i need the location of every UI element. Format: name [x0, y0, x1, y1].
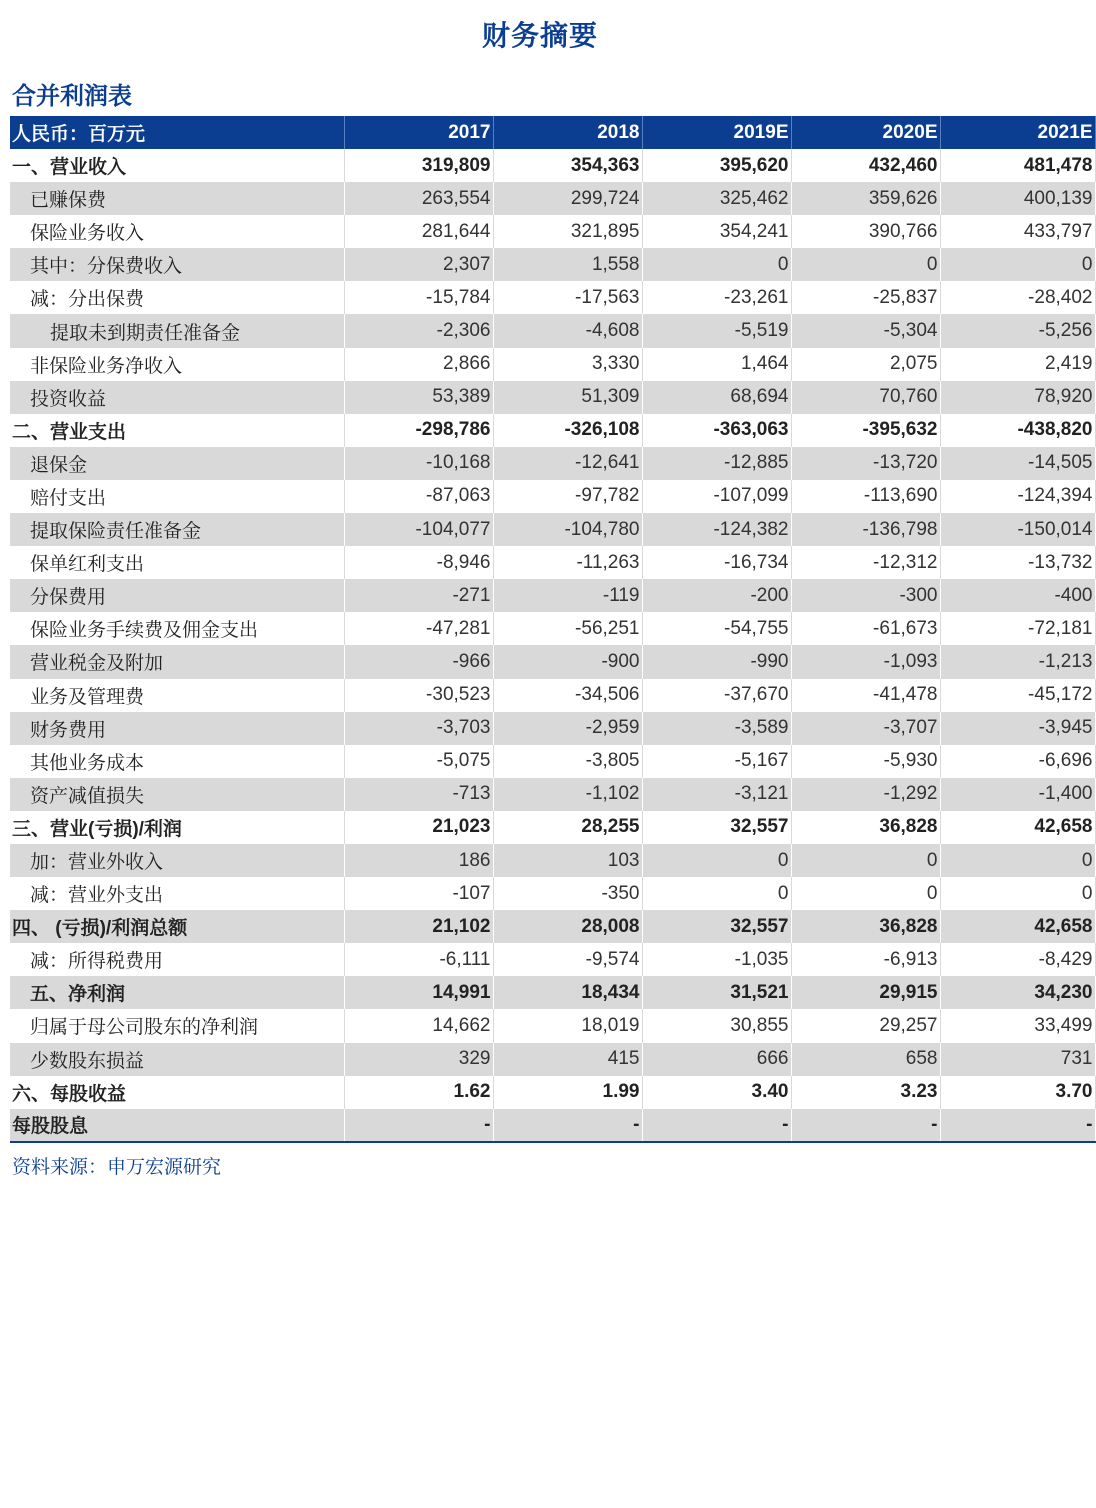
row-value: -3,703: [344, 712, 493, 745]
row-value: -300: [791, 579, 940, 612]
row-label: 四、 (亏损)/利润总额: [10, 910, 344, 943]
row-label: 提取保险责任准备金: [10, 513, 344, 546]
row-label: 业务及管理费: [10, 679, 344, 712]
row-value: 14,991: [344, 976, 493, 1009]
row-value: 481,478: [940, 149, 1095, 182]
table-row: [10, 414, 1095, 447]
row-label: 减：营业外支出: [10, 877, 344, 910]
table-row: [10, 480, 1095, 513]
row-value: -54,755: [642, 612, 791, 645]
row-value: -966: [344, 645, 493, 678]
row-value: 30,855: [642, 1009, 791, 1042]
table-row: [10, 149, 1095, 182]
row-label: 财务费用: [10, 712, 344, 745]
row-label: 其中：分保费收入: [10, 248, 344, 281]
row-label: 分保费用: [10, 579, 344, 612]
table-row: [10, 1076, 1095, 1109]
row-value: -150,014: [940, 513, 1095, 546]
row-value: -713: [344, 778, 493, 811]
row-value: 33,499: [940, 1009, 1095, 1042]
row-value: 390,766: [791, 215, 940, 248]
row-value: -3,589: [642, 712, 791, 745]
table-row: [10, 314, 1095, 347]
row-value: -14,505: [940, 447, 1095, 480]
table-row: [10, 612, 1095, 645]
table-row: [10, 1109, 1095, 1142]
row-value: -3,707: [791, 712, 940, 745]
row-label: 保险业务收入: [10, 215, 344, 248]
row-label: 退保金: [10, 447, 344, 480]
table-row: [10, 215, 1095, 248]
row-value: 21,102: [344, 910, 493, 943]
row-value: -1,292: [791, 778, 940, 811]
row-value: 3.40: [642, 1076, 791, 1109]
row-value: -400: [940, 579, 1095, 612]
column-header-2020e: 2020E: [791, 116, 940, 149]
row-value: -11,263: [493, 546, 642, 579]
row-value: 34,230: [940, 976, 1095, 1009]
row-value: 21,023: [344, 811, 493, 844]
income-statement-table-wrap: [10, 116, 1093, 1143]
row-value: -: [344, 1109, 493, 1142]
row-label: 减：分出保费: [10, 281, 344, 314]
row-value: 32,557: [642, 811, 791, 844]
row-value: 32,557: [642, 910, 791, 943]
row-value: 329: [344, 1043, 493, 1076]
row-value: 31,521: [642, 976, 791, 1009]
row-value: -1,102: [493, 778, 642, 811]
row-value: 103: [493, 844, 642, 877]
table-row: [10, 943, 1095, 976]
row-value: -990: [642, 645, 791, 678]
row-value: -3,945: [940, 712, 1095, 745]
row-value: 2,075: [791, 348, 940, 381]
row-label: 资产减值损失: [10, 778, 344, 811]
row-value: -: [642, 1109, 791, 1142]
row-label: 非保险业务净收入: [10, 348, 344, 381]
row-value: -17,563: [493, 281, 642, 314]
table-row: [10, 513, 1095, 546]
row-value: -5,930: [791, 745, 940, 778]
row-value: 78,920: [940, 381, 1095, 414]
row-label: 三、营业(亏损)/利润: [10, 811, 344, 844]
row-value: 3.70: [940, 1076, 1095, 1109]
table-row: [10, 182, 1095, 215]
row-value: 432,460: [791, 149, 940, 182]
row-value: -13,732: [940, 546, 1095, 579]
column-header-2019e: 2019E: [642, 116, 791, 149]
row-value: -16,734: [642, 546, 791, 579]
row-value: -9,574: [493, 943, 642, 976]
table-row: [10, 447, 1095, 480]
row-label: 少数股东损益: [10, 1043, 344, 1076]
table-row: [10, 546, 1095, 579]
section-title: 合并利润表: [12, 83, 132, 110]
page-title: 财务摘要: [481, 20, 598, 51]
row-value: 36,828: [791, 811, 940, 844]
row-value: -12,312: [791, 546, 940, 579]
row-label: 一、营业收入: [10, 149, 344, 182]
row-label: 归属于母公司股东的净利润: [10, 1009, 344, 1042]
row-value: -25,837: [791, 281, 940, 314]
row-value: 1,558: [493, 248, 642, 281]
table-body: [10, 149, 1095, 1142]
row-label: 六、每股收益: [10, 1076, 344, 1109]
source-note: 资料来源：申万宏源研究: [12, 1157, 222, 1178]
row-value: -5,167: [642, 745, 791, 778]
row-label: 赔付支出: [10, 480, 344, 513]
row-value: -4,608: [493, 314, 642, 347]
column-header-unit: 人民币：百万元: [10, 116, 344, 149]
row-value: 1,464: [642, 348, 791, 381]
row-value: 18,434: [493, 976, 642, 1009]
row-value: 359,626: [791, 182, 940, 215]
row-value: 3.23: [791, 1076, 940, 1109]
row-value: -298,786: [344, 414, 493, 447]
row-value: 28,008: [493, 910, 642, 943]
row-value: 2,419: [940, 348, 1095, 381]
row-value: -3,121: [642, 778, 791, 811]
row-value: 400,139: [940, 182, 1095, 215]
row-value: -56,251: [493, 612, 642, 645]
row-value: 14,662: [344, 1009, 493, 1042]
row-value: -6,696: [940, 745, 1095, 778]
row-label: 投资收益: [10, 381, 344, 414]
table-row: [10, 281, 1095, 314]
row-value: 2,307: [344, 248, 493, 281]
row-value: -1,400: [940, 778, 1095, 811]
row-value: 186: [344, 844, 493, 877]
row-value: -113,690: [791, 480, 940, 513]
table-row: [10, 844, 1095, 877]
row-value: 68,694: [642, 381, 791, 414]
row-value: -1,035: [642, 943, 791, 976]
row-label: 减：所得税费用: [10, 943, 344, 976]
row-label: 加：营业外收入: [10, 844, 344, 877]
table-row: [10, 976, 1095, 1009]
row-value: -8,946: [344, 546, 493, 579]
table-row: [10, 745, 1095, 778]
row-label: 提取未到期责任准备金: [10, 314, 344, 347]
row-value: -13,720: [791, 447, 940, 480]
row-value: 0: [642, 877, 791, 910]
row-value: 263,554: [344, 182, 493, 215]
row-value: 281,644: [344, 215, 493, 248]
row-value: -6,111: [344, 943, 493, 976]
row-label: 营业税金及附加: [10, 645, 344, 678]
table-row: [10, 778, 1095, 811]
row-value: -87,063: [344, 480, 493, 513]
row-value: -45,172: [940, 679, 1095, 712]
row-value: 0: [791, 248, 940, 281]
row-value: 28,255: [493, 811, 642, 844]
row-value: -1,093: [791, 645, 940, 678]
row-value: 29,915: [791, 976, 940, 1009]
column-header-2018: 2018: [493, 116, 642, 149]
row-value: -363,063: [642, 414, 791, 447]
row-value: 29,257: [791, 1009, 940, 1042]
row-value: -97,782: [493, 480, 642, 513]
row-value: -350: [493, 877, 642, 910]
income-statement-table: [10, 116, 1096, 1143]
row-label: 其他业务成本: [10, 745, 344, 778]
table-row: [10, 248, 1095, 281]
row-value: 36,828: [791, 910, 940, 943]
row-value: 666: [642, 1043, 791, 1076]
row-value: -41,478: [791, 679, 940, 712]
table-header-row: [10, 116, 1095, 149]
row-value: -5,519: [642, 314, 791, 347]
row-value: -900: [493, 645, 642, 678]
row-value: 42,658: [940, 811, 1095, 844]
row-value: 18,019: [493, 1009, 642, 1042]
row-value: -61,673: [791, 612, 940, 645]
row-value: 0: [940, 844, 1095, 877]
row-value: -104,780: [493, 513, 642, 546]
row-value: -1,213: [940, 645, 1095, 678]
row-value: 2,866: [344, 348, 493, 381]
row-value: 0: [940, 248, 1095, 281]
row-value: 0: [791, 877, 940, 910]
row-value: 319,809: [344, 149, 493, 182]
row-value: -5,256: [940, 314, 1095, 347]
row-value: -2,306: [344, 314, 493, 347]
row-value: 433,797: [940, 215, 1095, 248]
row-value: 0: [940, 877, 1095, 910]
table-row: [10, 1043, 1095, 1076]
row-value: -6,913: [791, 943, 940, 976]
table-row: [10, 679, 1095, 712]
row-value: -107: [344, 877, 493, 910]
table-row: [10, 579, 1095, 612]
table-row: [10, 1009, 1095, 1042]
row-value: 299,724: [493, 182, 642, 215]
row-value: -200: [642, 579, 791, 612]
row-value: -326,108: [493, 414, 642, 447]
row-value: 1.62: [344, 1076, 493, 1109]
row-value: 0: [642, 248, 791, 281]
row-value: 354,241: [642, 215, 791, 248]
table-row: [10, 712, 1095, 745]
row-value: -: [940, 1109, 1095, 1142]
row-value: -10,168: [344, 447, 493, 480]
row-value: 3,330: [493, 348, 642, 381]
table-row: [10, 348, 1095, 381]
row-value: -107,099: [642, 480, 791, 513]
table-row: [10, 381, 1095, 414]
row-value: -395,632: [791, 414, 940, 447]
row-value: -15,784: [344, 281, 493, 314]
table-row: [10, 910, 1095, 943]
table-row: [10, 811, 1095, 844]
row-value: 53,389: [344, 381, 493, 414]
row-value: -271: [344, 579, 493, 612]
row-value: -12,885: [642, 447, 791, 480]
row-value: -72,181: [940, 612, 1095, 645]
row-value: -30,523: [344, 679, 493, 712]
row-value: -5,075: [344, 745, 493, 778]
row-value: -37,670: [642, 679, 791, 712]
row-value: -124,394: [940, 480, 1095, 513]
row-value: -34,506: [493, 679, 642, 712]
row-label: 保单红利支出: [10, 546, 344, 579]
row-label: 五、净利润: [10, 976, 344, 1009]
table-row: [10, 645, 1095, 678]
row-value: 415: [493, 1043, 642, 1076]
row-value: 658: [791, 1043, 940, 1076]
row-value: -47,281: [344, 612, 493, 645]
row-value: 42,658: [940, 910, 1095, 943]
row-value: 321,895: [493, 215, 642, 248]
row-value: 0: [791, 844, 940, 877]
row-value: -23,261: [642, 281, 791, 314]
row-value: 325,462: [642, 182, 791, 215]
row-value: 354,363: [493, 149, 642, 182]
row-value: -2,959: [493, 712, 642, 745]
row-value: -8,429: [940, 943, 1095, 976]
row-value: 1.99: [493, 1076, 642, 1109]
column-header-2017: 2017: [344, 116, 493, 149]
row-value: 395,620: [642, 149, 791, 182]
row-value: -104,077: [344, 513, 493, 546]
row-label: 每股股息: [10, 1109, 344, 1142]
row-value: -28,402: [940, 281, 1095, 314]
row-value: 731: [940, 1043, 1095, 1076]
row-value: -3,805: [493, 745, 642, 778]
row-value: -136,798: [791, 513, 940, 546]
row-value: 70,760: [791, 381, 940, 414]
row-value: -12,641: [493, 447, 642, 480]
row-value: -: [493, 1109, 642, 1142]
row-label: 保险业务手续费及佣金支出: [10, 612, 344, 645]
row-value: -: [791, 1109, 940, 1142]
row-value: 51,309: [493, 381, 642, 414]
row-value: -119: [493, 579, 642, 612]
row-label: 已赚保费: [10, 182, 344, 215]
row-value: -5,304: [791, 314, 940, 347]
row-value: 0: [642, 844, 791, 877]
table-row: [10, 877, 1095, 910]
row-label: 二、营业支出: [10, 414, 344, 447]
row-value: -124,382: [642, 513, 791, 546]
row-value: -438,820: [940, 414, 1095, 447]
column-header-2021e: 2021E: [940, 116, 1095, 149]
